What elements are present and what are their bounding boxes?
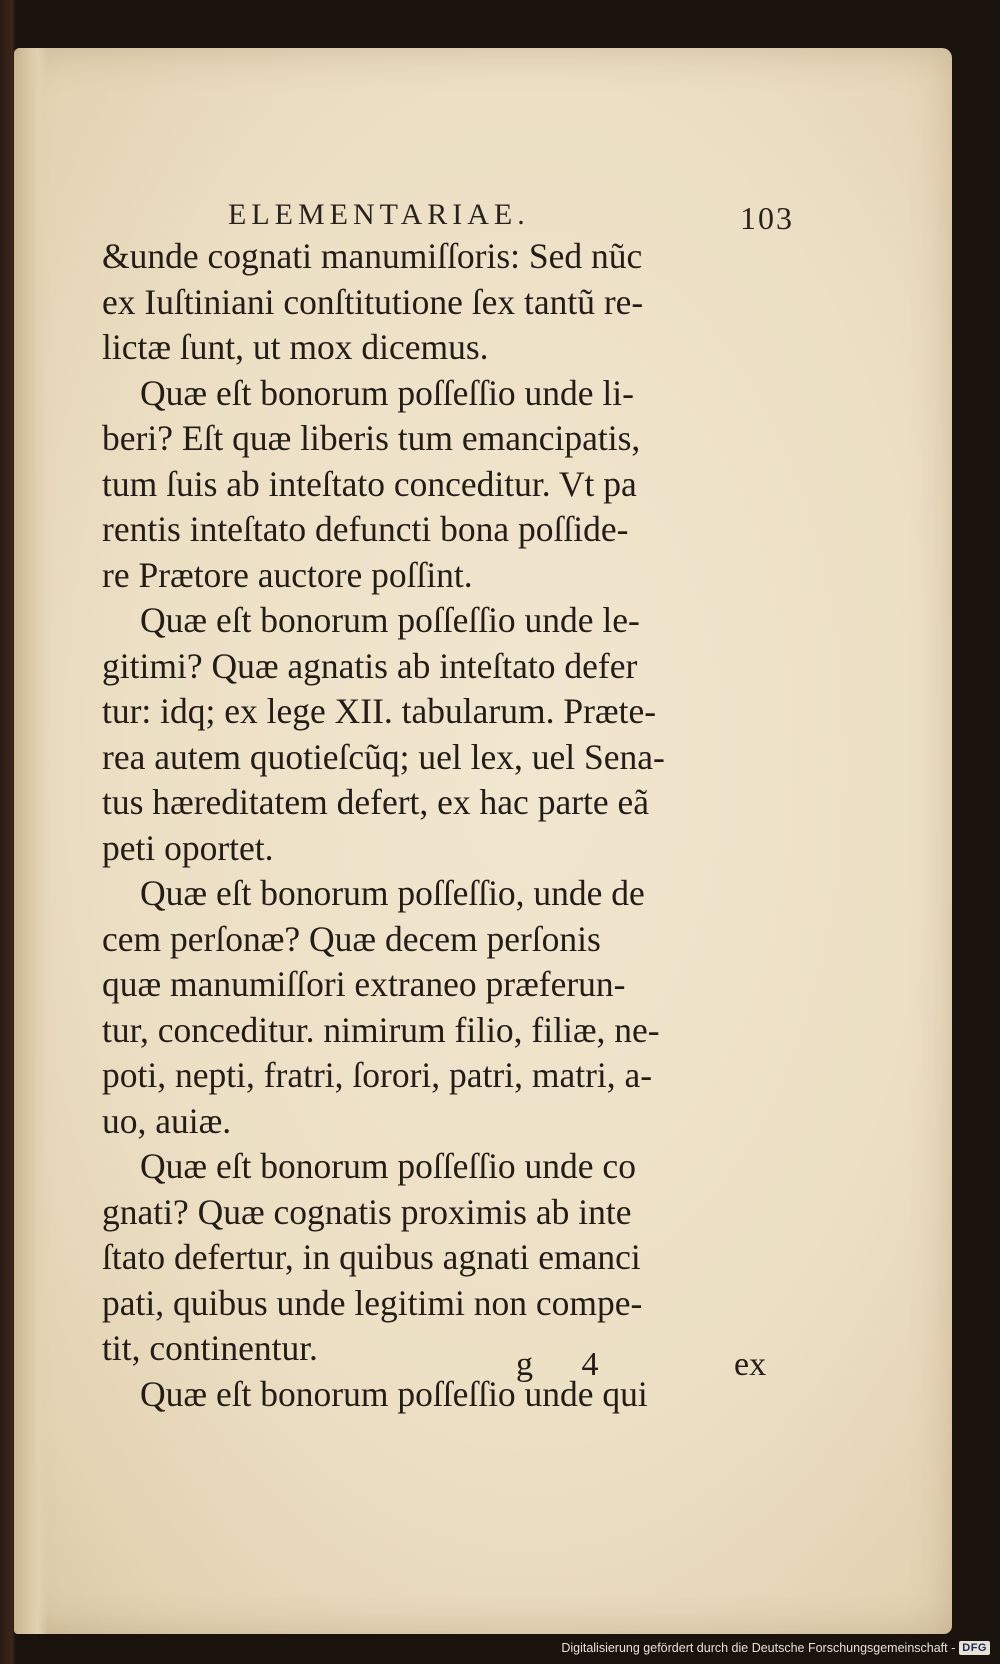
text-line: tit, continentur.	[102, 1328, 318, 1368]
text-line: tus hæreditatem defert, ex hac parte eã	[102, 782, 650, 822]
text-line: poti, nepti, fratri, ſorori, patri, matri, a-	[102, 1055, 653, 1095]
digitization-credit	[561, 1638, 990, 1658]
running-head: ELEMENTARIAE.	[228, 198, 530, 231]
text-line: re Prætore auctore poſſint.	[102, 554, 473, 595]
book-page	[14, 48, 952, 1634]
text-line: uo, auiæ.	[102, 1100, 232, 1141]
text-line: cem perſonæ? Quæ decem perſonis	[102, 918, 601, 959]
page-header	[214, 198, 794, 238]
text-line: tur, conceditur. nimirum filio, filiæ, ne-	[102, 1009, 660, 1050]
paragraph-start-line: Quæ eſt bonorum poſſeſſio, unde de	[140, 873, 645, 913]
paragraph-start-line: Quæ eſt bonorum poſſeſſio unde qui	[140, 1373, 648, 1414]
text-line: gitimi? Quæ agnatis ab inteſtato defer	[102, 645, 638, 686]
paragraph-start-line: Quæ eſt bonorum poſſeſſio unde li-	[140, 372, 634, 413]
text-line: ex Iuſtiniani conſtitutione ſex tantũ re-	[102, 281, 644, 322]
paragraph-start-line: Quæ eſt bonorum poſſeſſio unde le-	[140, 600, 640, 640]
text-line: lictæ ſunt, ut mox dicemus.	[102, 327, 489, 367]
text-line: rea autem quotieſcũq; uel lex, uel Sena-	[102, 736, 665, 777]
text-line: ſtato defertur, in quibus agnati emanci	[102, 1237, 641, 1277]
credit-text: Digitalisierung gefördert durch die Deutsche Forschungsgemeinschaft -	[561, 1641, 956, 1655]
catchword: ex	[734, 1346, 767, 1383]
dfg-logo: DFG	[959, 1641, 990, 1655]
text-line: beri? Eſt quæ liberis tum emancipatis,	[102, 418, 641, 458]
body-text	[102, 234, 782, 1417]
text-line: &unde cognati manumiſſoris: Sed nũc	[102, 236, 643, 276]
text-line: pati, quibus unde legitimi non compe-	[102, 1282, 643, 1323]
page-number: 103	[740, 200, 794, 236]
page-footer	[14, 1346, 794, 1390]
text-line: tur: idq; ex lege XII. tabularum. Præte-	[102, 691, 657, 731]
text-line: peti oportet.	[102, 827, 274, 868]
text-line: quæ manumiſſori extraneo præferun-	[102, 964, 626, 1004]
text-line: rentis inteſtato defuncti bona poſſide-	[102, 509, 629, 549]
paragraph-start-line: Quæ eſt bonorum poſſeſſio unde co	[140, 1146, 636, 1186]
signature-mark: g 4	[516, 1346, 619, 1383]
page-gutter-edge	[14, 48, 48, 1634]
text-line: tum ſuis ab inteſtato conceditur. Vt pa	[102, 463, 637, 504]
text-line: gnati? Quæ cognatis proximis ab inte	[102, 1191, 632, 1232]
